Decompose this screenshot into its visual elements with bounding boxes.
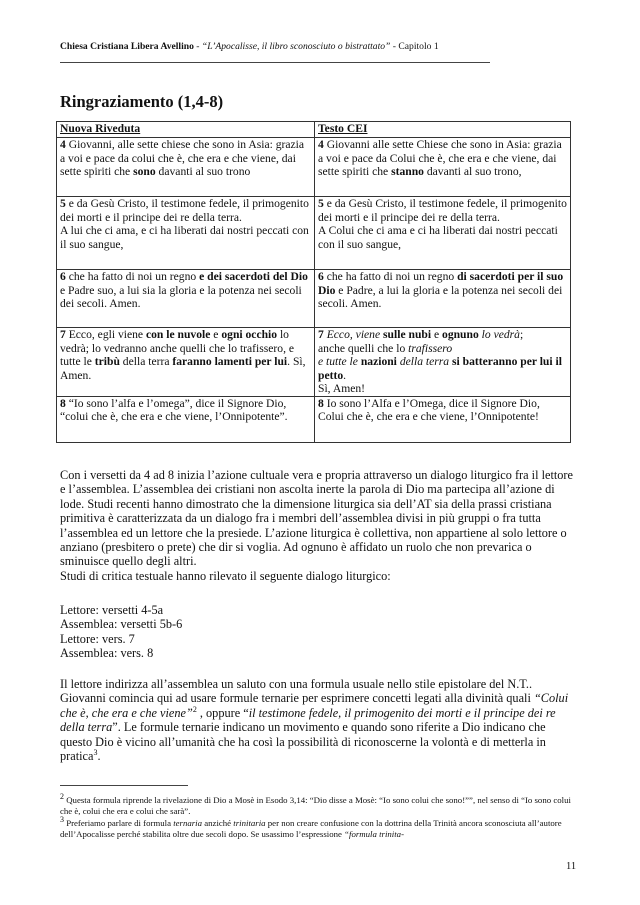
column-header-testo-cei: Testo CEI [315,122,571,138]
header-work-title: “L’Apocalisse, il libro sconosciuto o bistrattato” [201,41,391,52]
table-row [57,197,571,270]
verse-cell-nuova-riveduta: 4 Giovanni, alle sette chiese che sono in Asia: grazia a voi e pace da colui che è, che era e che viene, dai sette spiriti che sono davanti al suo trono [57,138,315,197]
dialogue-line: Assemblea: versetti 5b-6 [60,617,183,632]
footnote: $^2$ Questa formula riprende la rivelazione di Dio a Mosè in Esodo 3,14: “Dio disse a Mosè: “Io sono colui che sono!””, nel senso di “Io sono colui che è, colui che era e colui che sarà”. [60,792,571,817]
footnote-separator [60,785,188,786]
verse-cell-testo-cei: 7 Ecco, viene sulle nubi e ognuno lo vedrà; anche quelli che lo trafissero e tutte le nazioni della terra si batteranno per lui il petto. Sì, Amen! [315,328,571,397]
verse-cell-nuova-riveduta: 6 che ha fatto di noi un regno e dei sacerdoti del Dio e Padre suo, a lui sia la gloria e la potenza nei secoli dei secoli. Amen. [57,270,315,328]
header-rule [60,62,490,63]
header-organization: Chiesa Cristiana Libera Avellino [60,41,194,52]
table-row [57,396,571,442]
table-row [57,270,571,328]
footnote: $^3$ Preferiamo parlare di formula ternaria anziché trinitaria per non creare confusione con la dottrina della Trinità ancora sconosciuta all’autore dell’Apocalisse perché stabilita oltre due secoli dopo. Se usassimo l’espressione “formula trinita- [60,814,562,839]
commentary-paragraph: Con i versetti da 4 ad 8 inizia l’azione cultuale vera e propria attraverso un dialogo liturgico fra il lettore e l’assemblea. L’assemblea dei cristiani non ascolta inerte la parola di Dio ma partecipa all’azione di lode. Studi recenti hanno dimostrato che la dimensione liturgica sia dell’AT sia della prassi cristiana primitiva è caratterizzata da un dialogo fra i membri dell’assemblea divisi in più gruppi o fra tutta l’assemblea ed un lettore che la presiede. L’azione liturgica è collettiva, non appartiene al solo lettore o anziano (presbitero o prete) che dir si voglia. Ad ognuno è affidato un ruolo che non prevarica o sminuisce quello degli altri. Studi di critica testuale hanno rilevato il seguente dialogo liturgico: [60,468,573,583]
table-header-row [57,122,571,138]
verse-cell-testo-cei: 5 e da Gesù Cristo, il testimone fedele, il primogenito dei morti e il principe dei re della terra. A Colui che ci ama e ci ha liberati dai nostri peccati con il suo sangue, [315,197,571,270]
verse-cell-nuova-riveduta: 8 “Io sono l’alfa e l’omega”, dice il Signore Dio, “colui che è, che era e che viene, l’Onnipotente”. [57,396,315,442]
running-header [60,41,570,52]
verse-cell-nuova-riveduta: 5 e da Gesù Cristo, il testimone fedele, il primogenito dei morti e il principe dei re della terra. A lui che ci ama, e ci ha liberati dai nostri peccati con il suo sangue, [57,197,315,270]
header-chapter: Capitolo 1 [398,41,439,52]
verse-cell-testo-cei: 6 che ha fatto di noi un regno di sacerdoti per il suo Dio e Padre, a lui la gloria e la potenza nei secoli dei secoli. Amen. [315,270,571,328]
page-number: 11 [566,861,577,872]
liturgical-dialogue-list [60,603,575,661]
verse-cell-testo-cei: 8 Io sono l’Alfa e l’Omega, dice il Signore Dio, Colui che è, che era e che viene, l’Onnipotente! [315,396,571,442]
verse-cell-testo-cei: 4 Giovanni alle sette Chiese che sono in Asia: grazia a voi e pace da Colui che è, che era e che viene, dai sette spiriti che stanno davanti al suo trono, [315,138,571,197]
footnotes [60,792,580,840]
verse-cell-nuova-riveduta: 7 Ecco, egli viene con le nuvole e ogni occhio lo vedrà; lo vedranno anche quelli che lo trafissero, e tutte le tribù della terra faranno lamenti per lui. Sì, Amen. [57,328,315,397]
table-row [57,328,571,397]
commentary-paragraph: Il lettore indirizza all’assemblea un saluto con una formula usuale nello stile epistolare del N.T.. Giovanni comincia qui ad usare formule ternarie per esprimere concetti legati alla divinità quali “Colui che è, che era e che viene”$^2$ , oppure “il testimone fedele, il primogenito dei morti e il principe dei re della terra”. Le formule ternarie indicano un movimento e quando sono riferite a Dio indicano che questo Dio è vicino all’umanità che ha così la possibilità di riconoscerne la volontà e di metterla in pratica$^3$. [60,677,569,764]
table-row [57,138,571,197]
header-separator: - [390,41,399,52]
column-header-nuova-riveduta: Nuova Riveduta [57,122,315,138]
dialogue-line: Lettore: vers. 7 [60,631,135,646]
dialogue-line: Assemblea: vers. 8 [60,646,154,661]
comparison-table [56,121,571,443]
section-title: Ringraziamento (1,4-8) [60,92,224,111]
header-separator: - [193,41,202,52]
dialogue-line: Lettore: versetti 4-5a [60,603,164,617]
